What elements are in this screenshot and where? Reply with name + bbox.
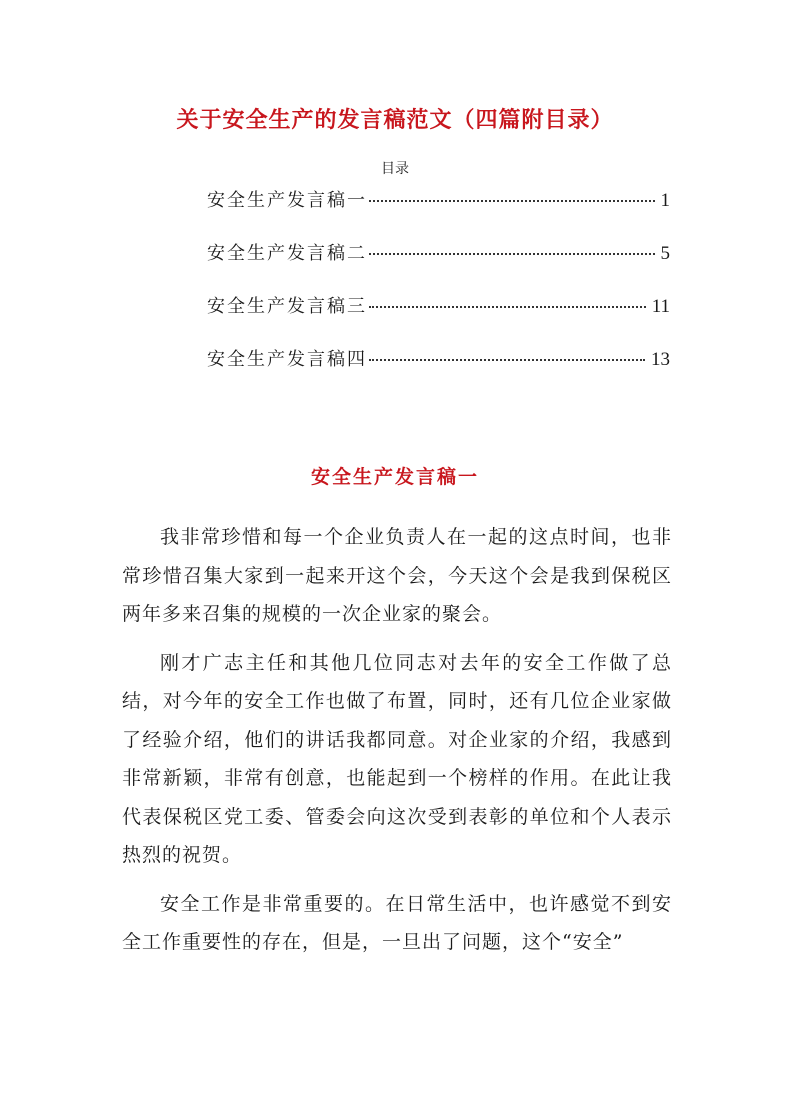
body-paragraph: 刚才广志主任和其他几位同志对去年的安全工作做了总结，对今年的安全工作也做了布置，同时，还有几位企业家做了经验介绍，他们的讲话我都同意。对企业家的介绍，我感到非常新颖，非常有创意，也能起到一个榜样的作用。在此让我代表保税区党工委、管委会向这次受到表彰的单位和个人表示热烈的祝贺。: [122, 651, 672, 866]
toc-entry-label: 安全生产发言稿一: [207, 190, 367, 211]
toc-entry-page: 5: [660, 243, 670, 264]
toc-entry-label: 安全生产发言稿四: [207, 349, 367, 370]
toc-entry[interactable]: [207, 186, 670, 239]
toc-entry-page: 11: [651, 296, 670, 317]
toc-dot-leader: [369, 359, 645, 361]
toc-entry[interactable]: [207, 345, 670, 398]
toc-entry-label: 安全生产发言稿三: [207, 296, 367, 317]
toc-entry-label: 安全生产发言稿二: [207, 243, 367, 264]
table-of-contents: [207, 186, 670, 398]
section-title: 安全生产发言稿一: [310, 466, 479, 488]
toc-dot-leader: [369, 306, 646, 308]
toc-entry-page: 13: [651, 349, 670, 370]
body-paragraph: 安全工作是非常重要的。在日常生活中，也许感觉不到安全工作重要性的存在，但是，一旦出了问题，这个“安全”: [122, 892, 672, 953]
toc-entry[interactable]: [207, 292, 670, 345]
toc-dot-leader: [369, 200, 655, 202]
document-title: 关于安全生产的发言稿范文（四篇附目录）: [176, 107, 614, 133]
body-paragraph: 我非常珍惜和每一个企业负责人在一起的这点时间，也非常珍惜召集大家到一起来开这个会，今天这个会是我到保税区两年多来召集的规模的一次企业家的聚会。: [122, 526, 672, 625]
toc-dot-leader: [369, 253, 655, 255]
body-text: [122, 518, 672, 972]
toc-entry[interactable]: [207, 239, 670, 292]
toc-entry-page: 1: [660, 190, 670, 211]
toc-heading: 目录: [381, 161, 409, 177]
